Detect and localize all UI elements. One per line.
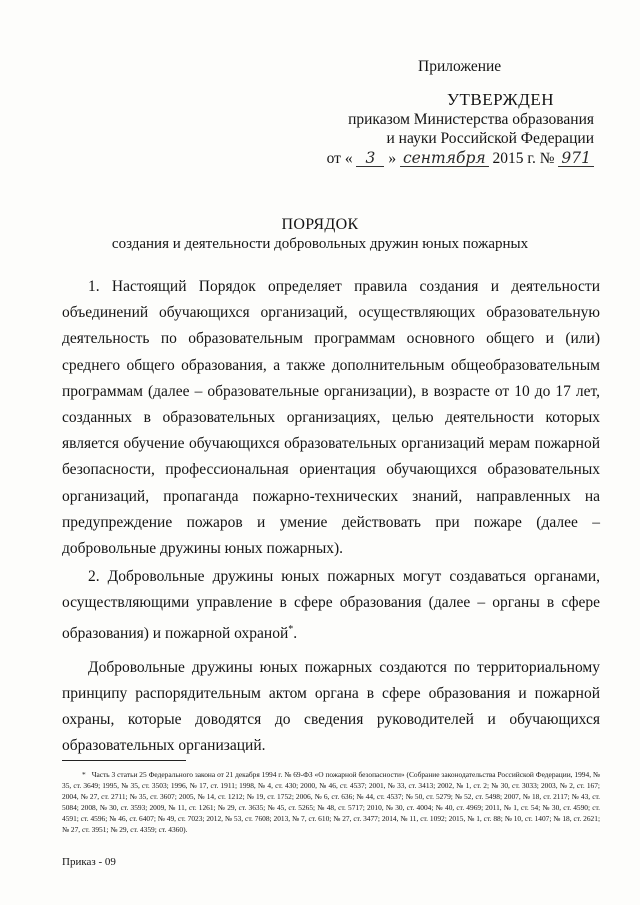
footnote	[62, 769, 600, 835]
handwritten-day: 3	[356, 151, 384, 167]
document-body	[62, 274, 600, 760]
order-year: 2015 г. №	[492, 150, 555, 167]
order-date-line	[294, 149, 594, 168]
paragraph-2	[62, 564, 600, 647]
footnote-text: Часть 3 статьи 25 Федерального закона от 21 декабря 1994 г. № 69-ФЗ «О пожарной безопасности» (Собрание законодательства Российской Федерации, 1994, № 35, ст. 3649; 1995, № 35, ст. 3503; 1996, № 17, ст. 1911; 1998, № 4, ст. 430; 2000, № 46, ст. 4537; 2001, № 33, ст. 3413; 2002, № 1, ст. 2; № 30, ст. 3033; 2003, № 2, ст. 167; 2004, № 27, ст. 2711; № 35, ст. 3607; 2005, № 14, ст. 1212; № 19, ст. 1752; 2006, № 6, ст. 636; № 44, ст. 4537; № 50, ст. 5279; № 52, ст. 5498; 2007, № 18, ст. 2117; № 43, ст. 5084; 2008, № 30, ст. 3593; 2009, № 11, ст. 1261; № 29, ст. 3635; № 45, ст. 5265; № 48, ст. 5717; 2010, № 30, ст. 4004; № 40, ст. 4969; 2011, № 1, ст. 54; № 30, ст. 4590; ст. 4591; ст. 4596; № 46, ст. 6407; № 49, ст. 7023; 2012, № 53, ст. 7608; 2013, № 7, ст. 610; № 27, ст. 3477; 2014, № 11, ст. 1092; 2015, № 1, ст. 88; № 10, ст. 1407; № 18, ст. 2621; № 27, ст. 3951; № 29, ст. 4359; ст. 4360).	[62, 770, 600, 834]
paragraph-2-end: .	[293, 624, 298, 642]
approval-block	[294, 90, 594, 168]
paragraph-2-text: 2. Добровольные дружины юных пожарных могут создаваться органами, осуществляющими управление в сфере образования (далее – органы в сфере образования) и пожарной охраной	[62, 568, 600, 642]
document-subtitle: создания и деятельности добровольных дружин юных пожарных	[111, 236, 529, 252]
footnote-marker: *	[82, 770, 86, 779]
document-code: Приказ - 09	[62, 856, 116, 868]
order-line-1: приказом Министерства образования	[348, 111, 594, 128]
document-title: ПОРЯДОК	[281, 216, 359, 233]
footnote-divider	[62, 760, 186, 761]
footnote-reference: *	[288, 623, 294, 635]
paragraph-3: Добровольные дружины юных пожарных создаются по территориальному принципу распорядительным актом органа в сфере образования и пожарной охраны, которые доводятся до сведения руководителей и обучающихся образовательных организаций.	[62, 658, 600, 755]
order-line-2: и науки Российской Федерации	[386, 130, 594, 147]
date-separator: »	[388, 150, 397, 167]
approved-heading: УТВЕРЖДЕН	[447, 90, 554, 109]
handwritten-order-number: 971	[558, 151, 594, 167]
appendix-label: Приложение	[418, 58, 502, 75]
date-prefix: от «	[326, 150, 353, 167]
paragraph-1: 1. Настоящий Порядок определяет правила создания и деятельности объединений обучающихся организаций, осуществляющих образовательную деятельность по образовательным программам основного общего и (или) среднего общего образования, а также дополнительным общеобразовательным программам (далее – образовательные организации), в возрасте от 10 до 17 лет, созданных в образовательных организациях, целью деятельности которых является обучение обучающихся образовательных организаций мерам пожарной безопасности, профессиональная ориентация обучающихся образовательных организаций, пропаганда пожарно-технических знаний, направленных на предупреждение пожаров и умение действовать при пожаре (далее – добровольные дружины юных пожарных).	[62, 278, 600, 558]
handwritten-month: сентября	[400, 151, 489, 167]
